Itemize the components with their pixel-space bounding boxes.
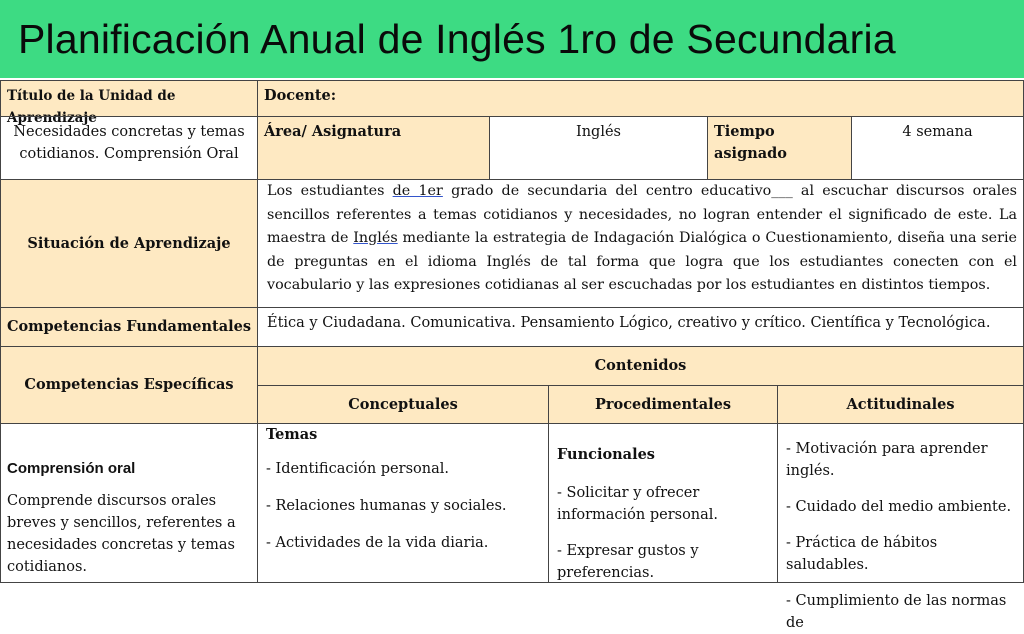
- unidad-text: Necesidades concretas y temas cotidianos. Comprensión Oral: [13, 124, 245, 162]
- comp-fund-text-cell: [257, 307, 1024, 347]
- comp-oral-title: Comprensión oral: [7, 460, 136, 477]
- page-title: Planificación Anual de Inglés 1ro de Secundaria: [18, 16, 896, 62]
- area-value: Inglés: [575, 124, 621, 140]
- titulo-unidad-label: [0, 80, 258, 126]
- comp-fund-text: Ética y Ciudadana. Comunicativa. Pensamiento Lógico, creativo y crítico. Científica y Tecnológica.: [267, 315, 991, 331]
- situacion-text-cell: [257, 179, 1024, 308]
- docente-label: [257, 80, 1024, 117]
- comp-oral-text: Comprende discursos orales breves y sencillos, referentes a necesidades concretas y temas cotidianos.: [7, 493, 236, 575]
- situacion-text-1: Los estudiantes: [267, 183, 393, 199]
- titulo-unidad-label-text: Título de la Unidad de Aprendizaje: [7, 88, 176, 126]
- temas-cell: [257, 423, 549, 583]
- situacion-text-underlined-1: de 1er: [392, 183, 443, 199]
- title-banner: [0, 0, 1024, 78]
- comp-fund-label-cell: [0, 307, 258, 347]
- funcionales-cell: [548, 423, 778, 583]
- actitudinales-cell: [777, 423, 1024, 631]
- situacion-text-3: mediante la estrategia de Indagación Dialógica o Cuestionamiento, diseña una serie de preguntas en el idioma Inglés de tal forma que logra que los estudiantes conecten con el vocabulario y las expresiones cotidianas al ser escuchadas por los estudiantes en distintos tiempos.: [267, 230, 1018, 293]
- area-label: Área/ Asignatura: [264, 123, 402, 140]
- area-label-cell: [257, 116, 490, 180]
- docente-label-text: Docente:: [264, 87, 337, 104]
- actitudinales-header-cell: [777, 385, 1024, 424]
- tema-item: - Relaciones humanas y sociales.: [266, 498, 507, 514]
- tiempo-label: Tiempo asignado: [714, 123, 787, 162]
- comp-esp-label: Competencias Específicas: [24, 376, 234, 393]
- actitudinal-item: - Motivación para aprender inglés.: [786, 441, 988, 479]
- funcionales-title: Funcionales: [557, 446, 655, 463]
- conceptuales-header-cell: [257, 385, 549, 424]
- tiempo-label-cell: [707, 116, 852, 180]
- funcional-item: - Expresar gustos y preferencias.: [557, 543, 699, 581]
- actitudinal-item: - Cumplimiento de las normas de: [786, 593, 1007, 631]
- comp-fund-label: Competencias Fundamentales: [6, 318, 252, 335]
- tema-item: - Identificación personal.: [266, 461, 449, 477]
- contenidos-header: Contenidos: [594, 357, 687, 374]
- contenidos-header-cell: [257, 346, 1024, 386]
- comp-oral-cell: [0, 423, 258, 583]
- unidad-text-cell: [0, 116, 258, 180]
- tiempo-value: 4 semana: [902, 124, 973, 140]
- procedimentales-header: Procedimentales: [594, 395, 731, 413]
- actitudinal-item: - Cuidado del medio ambiente.: [786, 499, 1012, 515]
- tiempo-value-cell: [851, 116, 1024, 180]
- conceptuales-header: Conceptuales: [348, 395, 458, 413]
- situacion-label: Situación de Aprendizaje: [27, 234, 231, 252]
- actitudinal-item: - Práctica de hábitos saludables.: [786, 535, 938, 573]
- situacion-text-2: grado de secundaria del centro educativo___ al escuchar discursos orales sencillos referentes a temas cotidianos y necesidades, no logran entender el significado de este. La maestra de: [267, 183, 1017, 246]
- actitudinales-header: Actitudinales: [846, 395, 955, 413]
- comp-esp-label-cell: [0, 346, 258, 424]
- situacion-label-cell: [0, 179, 258, 308]
- funcional-item: - Solicitar y ofrecer información personal.: [557, 485, 719, 523]
- situacion-text-underlined-2: Inglés: [353, 230, 398, 246]
- temas-title: Temas: [266, 426, 318, 443]
- tema-item: - Actividades de la vida diaria.: [266, 535, 489, 551]
- area-value-cell: [489, 116, 708, 180]
- procedimentales-header-cell: [548, 385, 778, 424]
